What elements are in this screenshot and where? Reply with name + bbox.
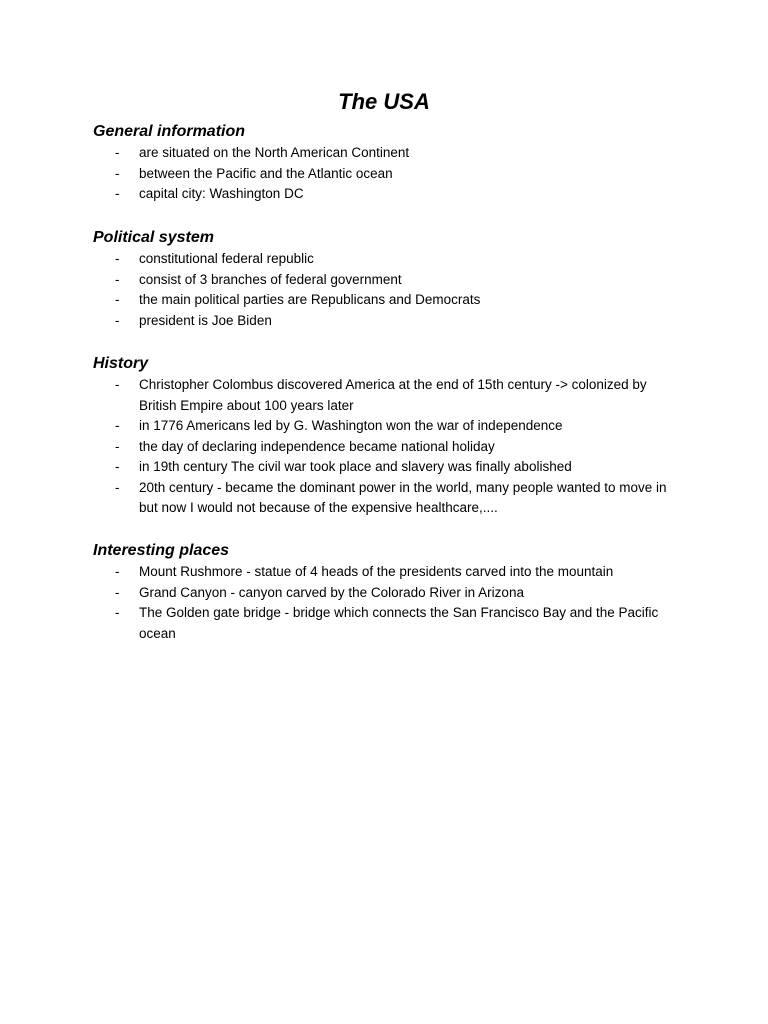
bullet-list: [93, 143, 693, 205]
bullet-dash: -: [115, 564, 120, 579]
section-heading: General information: [93, 123, 246, 140]
list-item-text: capital city: Washington DC: [139, 186, 304, 201]
list-item: [93, 603, 681, 644]
section-heading: History: [93, 355, 149, 372]
list-item-text: in 1776 Americans led by G. Washington won the war of independence: [139, 418, 563, 433]
bullet-dash: -: [115, 186, 120, 201]
bullet-dash: -: [115, 251, 120, 266]
bullet-list: [93, 562, 693, 644]
list-item-text: between the Pacific and the Atlantic ocean: [139, 165, 393, 181]
bullet-list: [93, 375, 693, 519]
section-political-system: [93, 227, 693, 331]
bullet-dash: -: [115, 605, 120, 620]
section-heading: Interesting places: [93, 542, 230, 559]
bullet-dash: -: [115, 479, 120, 495]
list-item-text: 20th century - became the dominant power in the world, many people wanted to move in but now I would not because of the expensive healthcare,....: [139, 479, 667, 515]
list-item: [93, 416, 681, 437]
bullet-dash: -: [115, 418, 120, 433]
list-item: [93, 375, 681, 416]
section-history: [93, 353, 693, 519]
bullet-dash: -: [115, 145, 120, 160]
list-item: [93, 583, 681, 604]
list-item-text: are situated on the North American Continent: [139, 145, 410, 160]
list-item-text: Mount Rushmore - statue of 4 heads of the presidents carved into the mountain: [139, 564, 614, 579]
bullet-dash: -: [115, 438, 120, 454]
list-item-text: in 19th century The civil war took place and slavery was finally abolished: [139, 459, 572, 474]
bullet-dash: -: [115, 312, 120, 328]
list-item: [93, 290, 681, 311]
bullet-dash: -: [115, 459, 120, 474]
section-general-information: [93, 121, 693, 205]
list-item-text: consist of 3 branches of federal government: [139, 271, 402, 287]
list-item-text: Grand Canyon - canyon carved by the Colorado River in Arizona: [139, 584, 524, 600]
list-item-text: the day of declaring independence became national holiday: [139, 438, 495, 454]
bullet-dash: -: [115, 165, 120, 181]
document-title: The USA: [338, 89, 430, 114]
list-item-text: the main political parties are Republicans and Democrats: [139, 292, 481, 307]
bullet-dash: -: [115, 377, 120, 392]
list-item: [93, 184, 681, 205]
bullet-dash: -: [115, 584, 120, 600]
bullet-dash: -: [115, 292, 120, 307]
list-item: [93, 562, 681, 583]
section-heading: Political system: [93, 229, 214, 246]
list-item: [93, 478, 681, 519]
bullet-list: [93, 249, 693, 331]
list-item-text: president is Joe Biden: [139, 312, 272, 328]
list-item: [93, 457, 681, 478]
list-item-text: constitutional federal republic: [139, 251, 314, 266]
section-interesting-places: [93, 540, 693, 644]
list-item-text: The Golden gate bridge - bridge which connects the San Francisco Bay and the Pacific ocean: [139, 605, 659, 641]
list-item: [93, 249, 681, 270]
list-item: [93, 437, 681, 458]
list-item: [93, 311, 681, 332]
list-item: [93, 270, 681, 291]
list-item: [93, 143, 681, 164]
list-item: [93, 164, 681, 185]
bullet-dash: -: [115, 271, 120, 287]
list-item-text: Christopher Colombus discovered America at the end of 15th century -> colonized by British Empire about 100 years later: [139, 377, 647, 413]
